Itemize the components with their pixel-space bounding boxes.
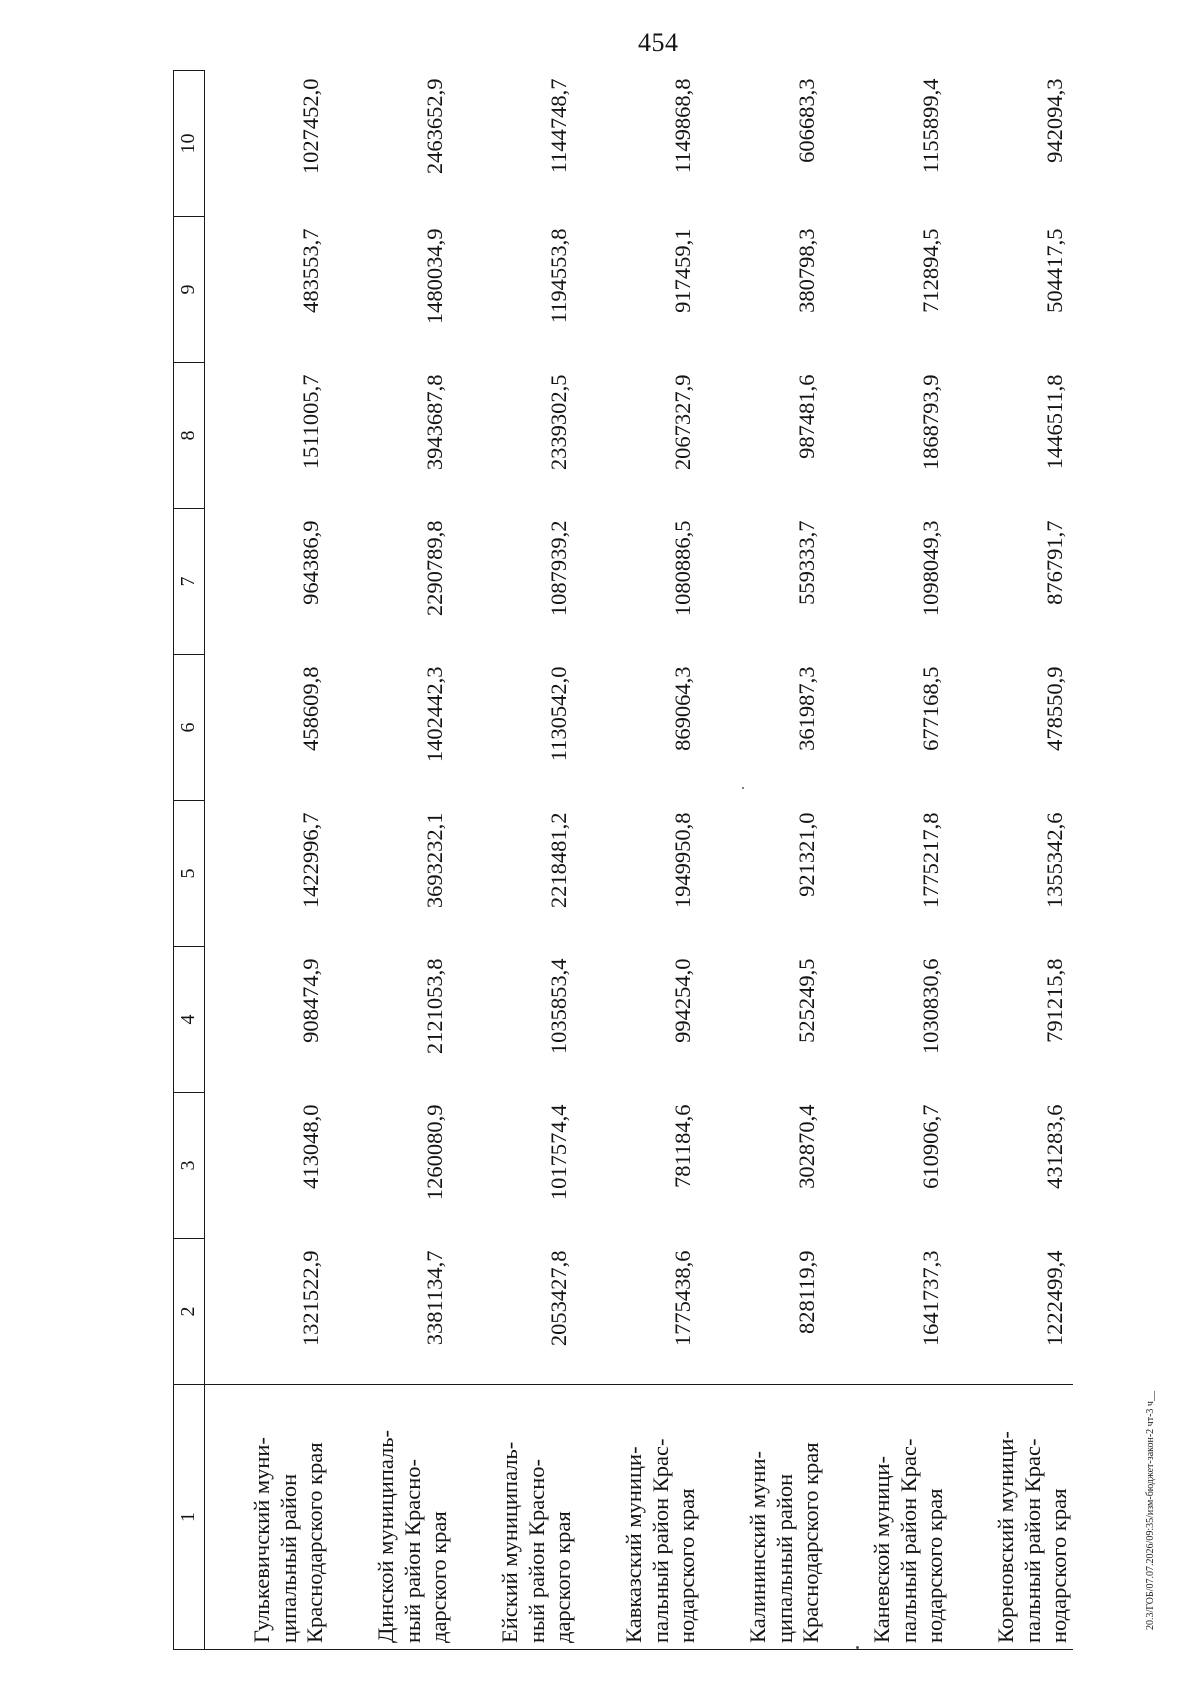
table-cell-value: 413048,0 [298, 1104, 324, 1189]
table-cell-value: 2463652,9 [422, 78, 448, 175]
column-header: 10 [174, 71, 205, 217]
table-cell-value: 3943687,8 [422, 374, 448, 471]
table-cell-value: 1130542,0 [546, 666, 572, 762]
table-cell-value: 1149868,8 [670, 78, 696, 174]
budget-table [173, 70, 1073, 1650]
table-row [949, 71, 1073, 1650]
table-cell-value: 908474,9 [298, 958, 324, 1043]
table-cell-value: 2053427,8 [546, 1250, 572, 1347]
scan-speck [856, 1646, 859, 1649]
table-cell-value: 942094,3 [1042, 78, 1068, 163]
column-header: 8 [174, 363, 205, 509]
table-cell-value: 1027452,0 [298, 78, 324, 175]
document-footer-code: 20.3/ГОБ/07.07.2026/09:35/изм-бюджет-закон-2 чт-3 ч__ [1145, 1391, 1156, 1630]
table-cell-value: 1144748,7 [546, 78, 572, 174]
table-cell-value: 1775438,6 [670, 1250, 696, 1347]
table-cell-value: 994254,0 [670, 958, 696, 1043]
table-cell-value: 876791,7 [1042, 520, 1068, 605]
table-cell-value: 610906,7 [918, 1104, 944, 1189]
table-cell-value: 1321522,9 [298, 1250, 324, 1347]
row-municipality-name: Кавказский муници- пальный район Крас- нодарского края [577, 1385, 701, 1650]
table-row [701, 71, 825, 1650]
column-header: 2 [174, 1239, 205, 1385]
table-cell-value: 987481,6 [794, 374, 820, 459]
table-cell-value: 2290789,8 [422, 520, 448, 617]
table-cell-value: 1446511,8 [1042, 374, 1068, 470]
table-cell-value: 1480034,9 [422, 228, 448, 325]
row-municipality-name: Каневской муници- пальный район Крас- нодарского края [825, 1385, 949, 1650]
row-municipality-name: Ейский муниципаль- ный район Красно- дарского края [453, 1385, 577, 1650]
table-cell-value: 712894,5 [918, 228, 944, 313]
table-cell-value: 525249,5 [794, 958, 820, 1043]
row-municipality-name: Гулькевичский муни- ципальный район Краснодарского края [205, 1385, 330, 1650]
table-cell-value: 1080886,5 [670, 520, 696, 617]
table-cell-value: 1035853,4 [546, 958, 572, 1055]
column-header: 4 [174, 947, 205, 1093]
table-cell-value: 1422996,7 [298, 812, 324, 909]
table-cell-value: 1155899,4 [918, 78, 944, 174]
table-cell-value: 1087939,2 [546, 520, 572, 617]
row-municipality-name: Кореновский муници- пальный район Крас- нодарского края [949, 1385, 1073, 1650]
row-municipality-name: Динской муниципаль- ный район Красно- дарского края [329, 1385, 453, 1650]
table-cell-value: 2121053,8 [422, 958, 448, 1055]
table-cell-value: 504417,5 [1042, 228, 1068, 313]
table-cell-value: 478550,9 [1042, 666, 1068, 751]
table-cell-value: 483553,7 [298, 228, 324, 313]
table-row [825, 71, 949, 1650]
table-cell-value: 781184,6 [670, 1104, 696, 1189]
table-cell-value: 2067327,9 [670, 374, 696, 471]
table-cell-value: 606683,3 [794, 78, 820, 163]
table-cell-value: 3381134,7 [422, 1250, 448, 1346]
header-row [174, 71, 205, 1650]
table-cell-value: 1868793,9 [918, 374, 944, 471]
table-cell-value: 431283,6 [1042, 1104, 1068, 1189]
table-cell-value: 458609,8 [298, 666, 324, 751]
table-cell-value: 1641737,3 [918, 1250, 944, 1347]
table-cell-value: 302870,4 [794, 1104, 820, 1189]
table-row [205, 71, 330, 1650]
table-cell-value: 917459,1 [670, 228, 696, 313]
table-row [577, 71, 701, 1650]
table-cell-value: 1222499,4 [1042, 1250, 1068, 1347]
table-cell-value: 869064,3 [670, 666, 696, 751]
table-cell-value: 1260080,9 [422, 1104, 448, 1201]
table-cell-value: 1017574,4 [546, 1104, 572, 1201]
column-header: 9 [174, 217, 205, 363]
table-cell-value: 1194553,8 [546, 228, 572, 324]
table-cell-value: 1402442,3 [422, 666, 448, 763]
page-number: 454 [638, 28, 679, 57]
scan-speck [742, 787, 744, 789]
table-cell-value: 828119,9 [794, 1250, 820, 1335]
table-cell-value: 1511005,7 [298, 374, 324, 470]
table-cell-value: 1775217,8 [918, 812, 944, 909]
table-cell-value: 3693232,1 [422, 812, 448, 909]
table-cell-value: 1030830,6 [918, 958, 944, 1055]
row-municipality-name: Калининский муни- ципальный район Краснодарского края [701, 1385, 825, 1650]
table-cell-value: 1355342,6 [1042, 812, 1068, 909]
column-header: 5 [174, 801, 205, 947]
column-header: 1 [174, 1385, 205, 1650]
table-cell-value: 921321,0 [794, 812, 820, 897]
table-cell-value: 1098049,3 [918, 520, 944, 617]
table-cell-value: 2339302,5 [546, 374, 572, 471]
table-cell-value: 2218481,2 [546, 812, 572, 909]
table-cell-value: 677168,5 [918, 666, 944, 751]
column-header: 3 [174, 1093, 205, 1239]
table-body [205, 71, 1074, 1650]
column-header: 7 [174, 509, 205, 655]
table-row [329, 71, 453, 1650]
column-header: 6 [174, 655, 205, 801]
table-cell-value: 559333,7 [794, 520, 820, 605]
table-cell-value: 1949950,8 [670, 812, 696, 909]
table-cell-value: 361987,3 [794, 666, 820, 751]
table-cell-value: 380798,3 [794, 228, 820, 313]
rotated-table-container [173, 70, 1073, 1650]
table-cell-value: 791215,8 [1042, 958, 1068, 1043]
table-cell-value: 964386,9 [298, 520, 324, 605]
table-row [453, 71, 577, 1650]
